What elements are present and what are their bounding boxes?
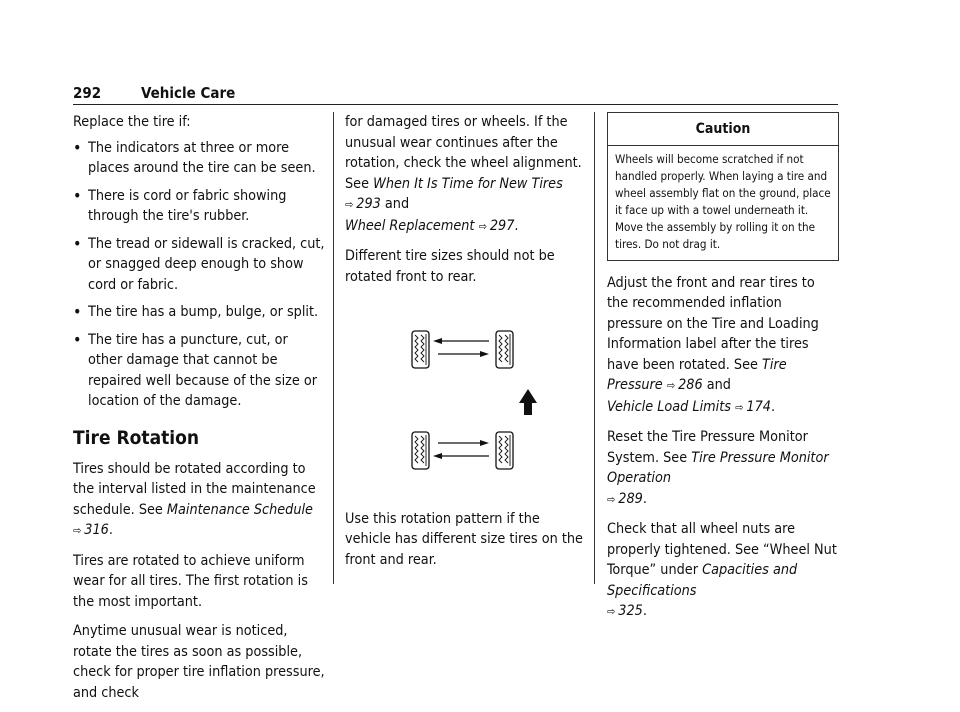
intro-text: Replace the tire if: (73, 114, 191, 130)
replace-tire-list (73, 138, 325, 412)
page-reference[interactable]: 293 (356, 196, 381, 212)
page-ref-icon: ⇨ (607, 492, 616, 506)
list-item: • The tread or sidewall is cracked, cut, or snagged deep enough to show cord or fabric. (73, 234, 325, 296)
list-item: • The tire has a puncture, cut, or other damage that cannot be repaired well because of the size or location of the damage. (73, 330, 325, 412)
page-header (73, 84, 838, 105)
front-left-tire-icon (412, 331, 429, 368)
column-2 (345, 112, 585, 579)
front-right-tire-icon (496, 331, 513, 368)
cross-reference-link[interactable]: Wheel Replacement (345, 217, 475, 234)
column-1 (73, 112, 325, 712)
page-reference[interactable]: 325 (618, 603, 643, 619)
list-item: • The indicators at three or more places around the tire can be seen. (73, 138, 325, 179)
page-ref-icon: ⇨ (345, 198, 354, 211)
page-reference[interactable]: 286 (678, 377, 703, 393)
paragraph: Anytime unusual wear is noticed, rotate the tires as soon as possible, check for proper tire inflation pressure, and check (73, 623, 325, 701)
caution-text: Wheels will become scratched if not handled properly. When laying a tire and wheel assembly flat on the ground, place it face up with a towel underneath it. Move the assembly by rolling it on the tires. Do not drag it. (615, 151, 831, 251)
cross-reference-link[interactable]: Tire Pressure Monitor Operation (607, 449, 829, 486)
paragraph: Different tire sizes should not be rotated front to rear. (345, 248, 555, 285)
cross-reference-link[interactable]: Maintenance Schedule (166, 501, 313, 518)
cross-reference-link[interactable]: Tire Pressure (607, 356, 787, 393)
list-item: • There is cord or fabric showing through the tire's rubber. (73, 186, 325, 227)
list-item: • The tire has a bump, bulge, or split. (73, 302, 325, 323)
page-ref-icon: ⇨ (607, 605, 616, 618)
paragraph: Tires are rotated to achieve uniform wear for all tires. The first rotation is the most important. (73, 552, 308, 610)
cross-reference-link[interactable]: Capacities and Specifications (607, 562, 798, 599)
paragraph: Tires should be rotated according to the interval listed in the maintenance schedule. See Maintenance Schedule ⇨ 316. (73, 460, 316, 538)
paragraph: Check that all wheel nuts are properly tightened. See “Wheel Nut Torque” under Capacities and Specifications ⇨ 325. (607, 521, 837, 619)
page-reference[interactable]: 174 (746, 398, 771, 415)
section-title: Vehicle Care (141, 84, 236, 102)
paragraph: Adjust the front and rear tires to the recommended inflation pressure on the Tire and Loading Information label after the tires have been rotated. See Tire Pressure ⇨ 286 and Vehicle Load Limits ⇨ 174. (607, 274, 819, 415)
cross-reference-link[interactable]: Vehicle Load Limits (607, 398, 731, 415)
column-divider (333, 112, 334, 584)
column-divider (594, 112, 595, 584)
page-ref-icon: ⇨ (735, 400, 744, 414)
column-3 (607, 112, 839, 632)
page-reference[interactable]: 316 (84, 522, 109, 538)
page-number: 292 (73, 84, 102, 102)
caution-box (607, 112, 839, 261)
rotation-diagram (345, 302, 585, 482)
paragraph: Use this rotation pattern if the vehicle has different size tires on the front and rear. (345, 510, 583, 568)
page-ref-icon: ⇨ (478, 219, 487, 233)
section-heading: Tire Rotation (73, 426, 200, 449)
paragraph: Reset the Tire Pressure Monitor System. See Tire Pressure Monitor Operation ⇨ 289. (607, 429, 829, 507)
rear-left-tire-icon (412, 432, 429, 469)
paragraph: for damaged tires or wheels. If the unusual wear continues after the rotation, check the wheel alignment. See When It Is Time for New Tires ⇨ 293 and Wheel Replacement ⇨ 297. (345, 114, 582, 234)
page-ref-icon: ⇨ (666, 379, 676, 392)
arrow-up-icon (519, 389, 537, 415)
cross-reference-link[interactable]: When It Is Time for New Tires (373, 175, 563, 192)
page-ref-icon: ⇨ (73, 524, 82, 537)
page-reference[interactable]: 289 (618, 490, 643, 507)
caution-title: Caution (608, 113, 838, 146)
page-reference[interactable]: 297 (489, 217, 515, 234)
rear-right-tire-icon (496, 432, 513, 469)
